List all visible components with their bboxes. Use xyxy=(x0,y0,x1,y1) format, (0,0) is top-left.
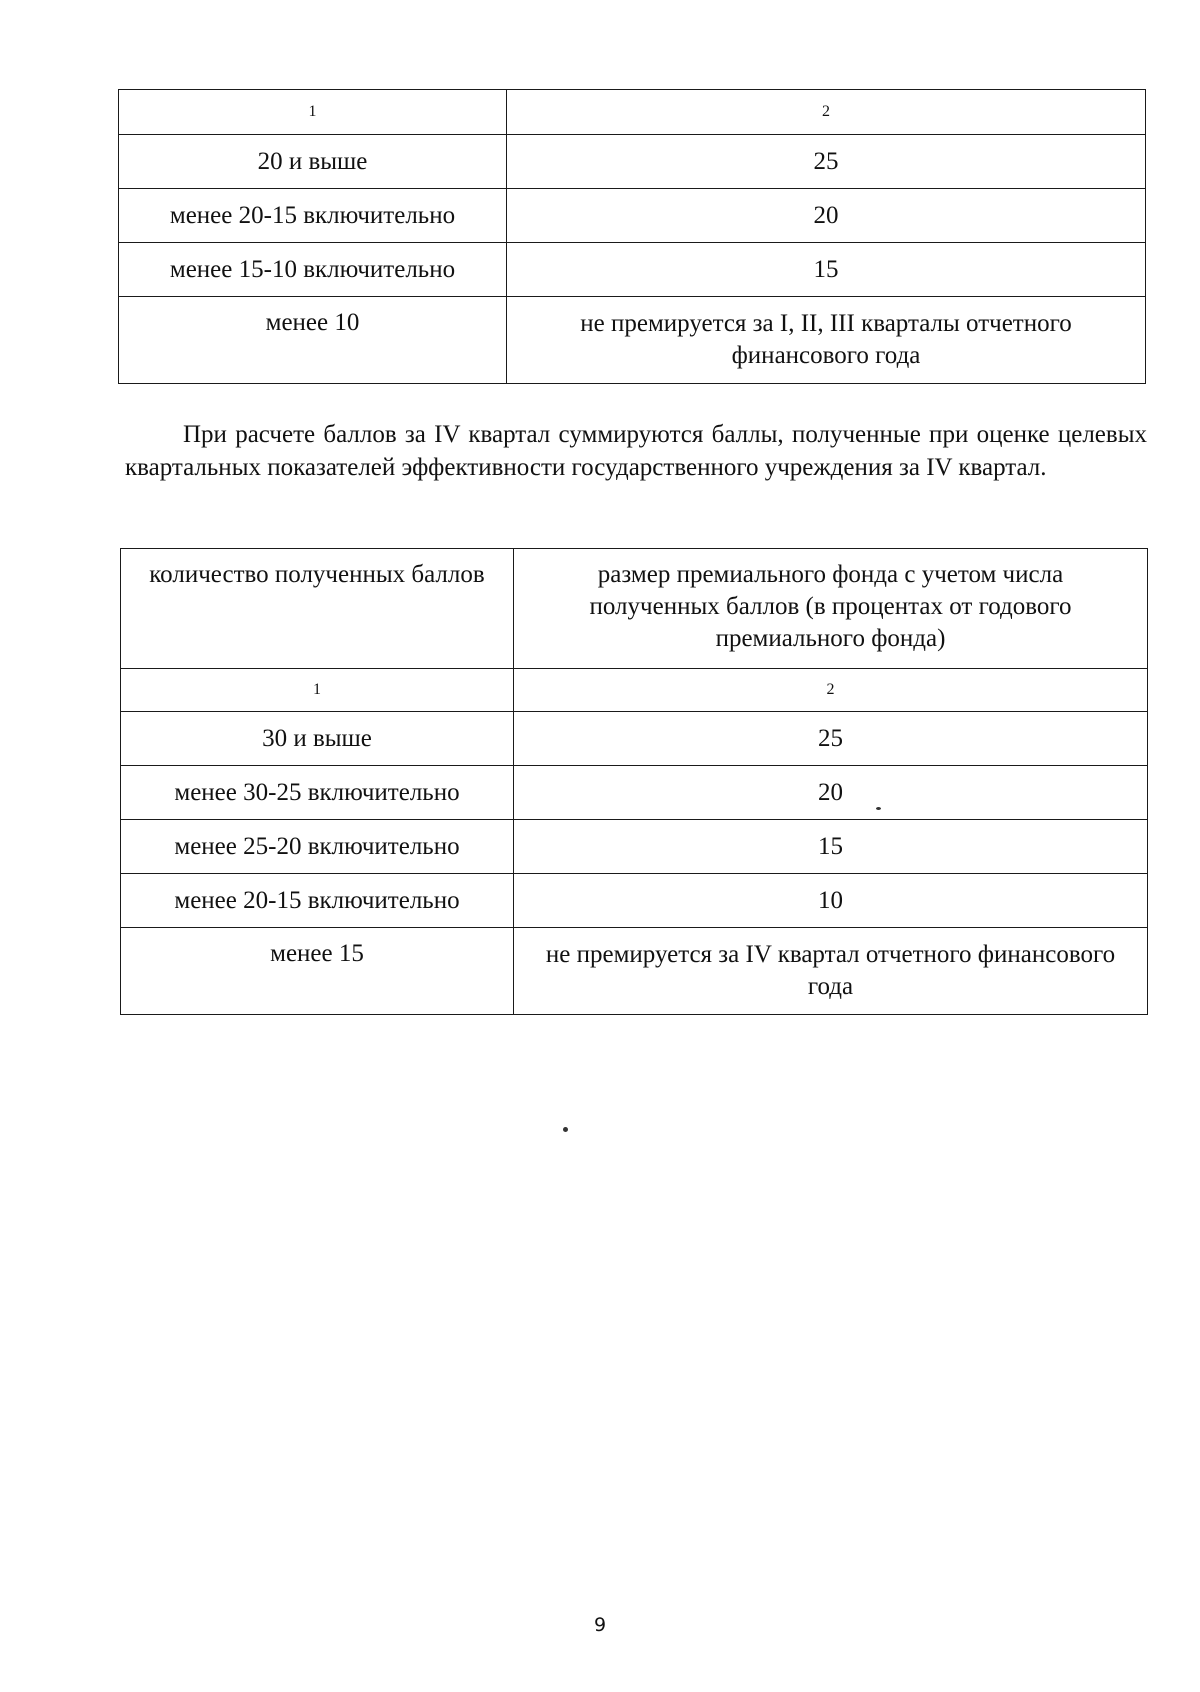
scan-speck xyxy=(563,1127,568,1132)
points-cell: 30 и выше xyxy=(121,712,514,766)
fund-cell: не премируется за IV квартал отчетного финансового года xyxy=(514,928,1148,1015)
column-number-1: 1 xyxy=(121,669,514,712)
fund-cell: 20 xyxy=(507,189,1146,243)
fund-cell: не премируется за I, II, III кварталы отчетного финансового года xyxy=(507,297,1146,384)
fund-column-header: размер премиального фонда с учетом числа полученных баллов (в процентах от годового премиального фонда) xyxy=(514,549,1148,669)
points-cell: менее 20-15 включительно xyxy=(121,874,514,928)
table-row xyxy=(121,712,1148,766)
points-cell: менее 25-20 включительно xyxy=(121,820,514,874)
body-paragraph: При расчете баллов за IV квартал суммируются баллы, полученные при оценке целевых квартальных показателей эффективности государственного учреждения за IV квартал. xyxy=(125,421,1147,481)
fund-cell: 10 xyxy=(514,874,1148,928)
column-number-2: 2 xyxy=(507,90,1146,135)
table-row xyxy=(121,874,1148,928)
points-column-header: количество полученных баллов xyxy=(121,549,514,669)
table-row xyxy=(121,766,1148,820)
table-row xyxy=(121,820,1148,874)
points-cell: менее 15-10 включительно xyxy=(119,243,507,297)
column-number-2: 2 xyxy=(514,669,1148,712)
fund-cell: 20 xyxy=(514,766,1148,820)
page-number: 9 xyxy=(593,1614,607,1636)
points-cell: 20 и выше xyxy=(119,135,507,189)
table-row xyxy=(119,243,1146,297)
score-table-quarters-1-3 xyxy=(118,89,1146,384)
fund-cell: 25 xyxy=(514,712,1148,766)
score-table-quarter-4 xyxy=(120,548,1148,1015)
header-row xyxy=(121,549,1148,669)
points-cell: менее 15 xyxy=(121,928,514,1015)
points-cell: менее 10 xyxy=(119,297,507,384)
table-row xyxy=(119,135,1146,189)
fund-cell: 15 xyxy=(514,820,1148,874)
points-cell: менее 30-25 включительно xyxy=(121,766,514,820)
fund-cell: 25 xyxy=(507,135,1146,189)
table-row xyxy=(119,189,1146,243)
fund-cell: 15 xyxy=(507,243,1146,297)
table-row xyxy=(119,297,1146,384)
column-number-1: 1 xyxy=(119,90,507,135)
table-row xyxy=(121,928,1148,1015)
points-cell: менее 20-15 включительно xyxy=(119,189,507,243)
column-number-row xyxy=(119,90,1146,135)
column-number-row xyxy=(121,669,1148,712)
scan-speck xyxy=(876,807,881,810)
